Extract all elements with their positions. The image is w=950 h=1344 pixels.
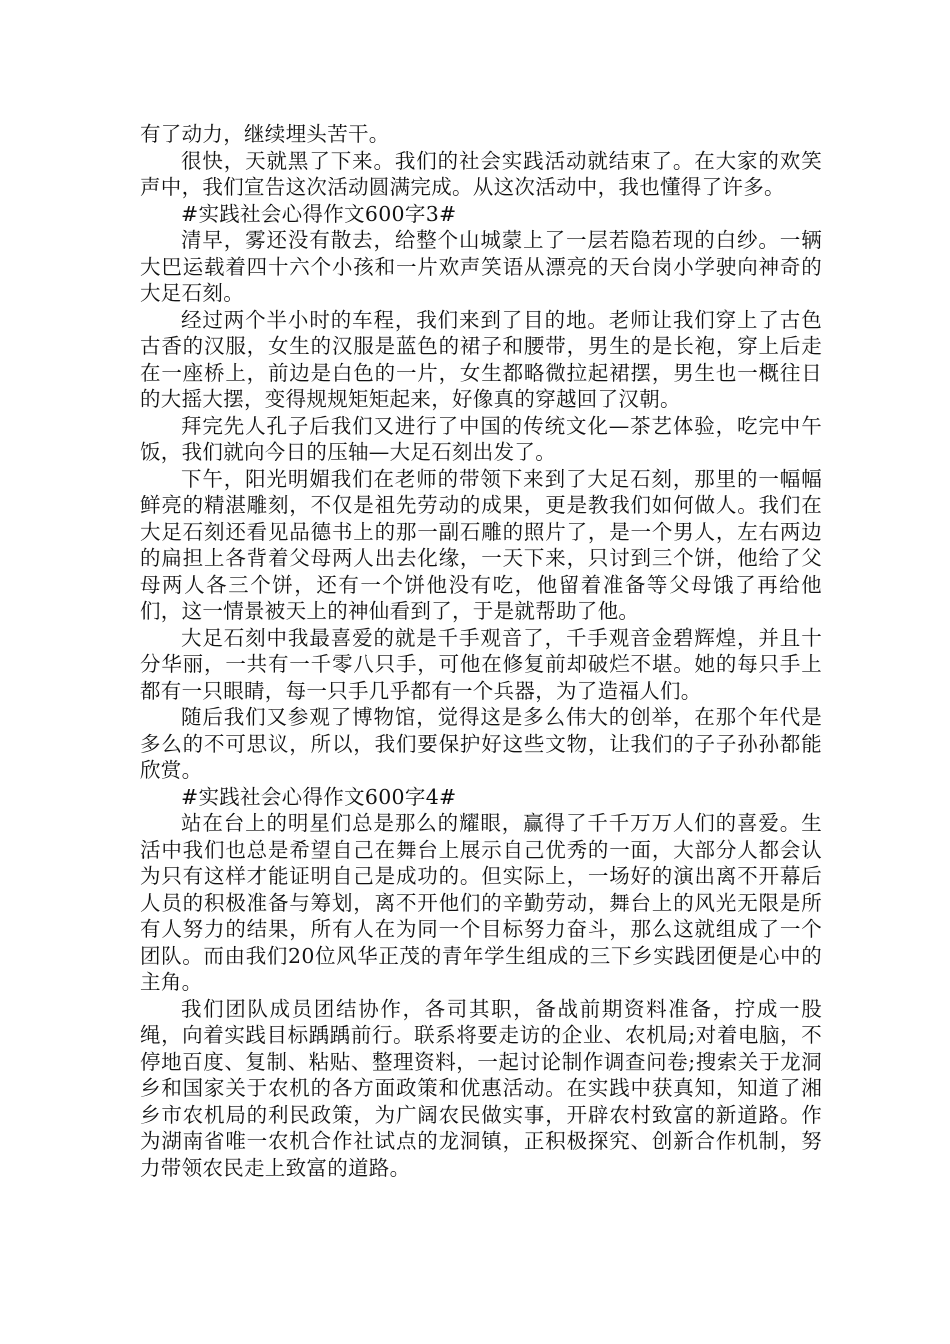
section-heading-3: #实践社会心得作文600字3# <box>181 201 457 226</box>
paragraph: 清早，雾还没有散去，给整个山城蒙上了一层若隐若现的白纱。一辆大巴运载着四十六个小孩和一片欢声笑语从漂亮的天台岗小学驶向神奇的大足石刻。 <box>140 228 822 305</box>
paragraph: 大足石刻中我最喜爱的就是千手观音了，千手观音金碧辉煌，并且十分华丽，一共有一千零八只手，可他在修复前却破烂不堪。她的每只手上都有一只眼睛，每一只手几乎都有一个兵器，为了造福人们。 <box>140 625 822 703</box>
document-body <box>140 121 822 1181</box>
paragraph: 经过两个半小时的车程，我们来到了目的地。老师让我们穿上了古色古香的汉服，女生的汉服是蓝色的裙子和腰带，男生的是长袍，穿上后走在一座桥上，前边是白色的一片，女生都略微拉起裙摆，男生也一概往日的大摇大摆，变得规规矩矩起来，好像真的穿越回了汉朝。 <box>140 307 822 411</box>
paragraph: 随后我们又参观了博物馆，觉得这是多么伟大的创举，在那个年代是多么的不可思议，所以，我们要保护好这些文物，让我们的子子孙孙都能欣赏。 <box>140 705 822 782</box>
paragraph: 站在台上的明星们总是那么的耀眼，赢得了千千万万人们的喜爱。生活中我们也总是希望自己在舞台上展示自己优秀的一面，大部分人都会认为只有这样才能证明自己是成功的。但实际上，一场好的演出离不开幕后人员的积极准备与筹划，离不开他们的辛勤劳动，舞台上的风光无限是所有人努力的结果，所有人在为同一个目标努力奋斗，那么这就组成了一个团队。而由我们20位风华正茂的青年学生组成的三下乡实践团便是心中的主角。 <box>140 811 822 994</box>
paragraph: 我们团队成员团结协作，各司其职，备战前期资料准备，拧成一股绳，向着实践目标踽踽前行。联系将要走访的企业、农机局;对着电脑，不停地百度、复制、粘贴、整理资料，一起讨论制作调查问卷;搜索关于龙洞乡和国家关于农机的各方面政策和优惠活动。在实践中获真知，知道了湘乡市农机局的利民政策，为广阔农民做实事，开辟农村致富的新道路。作为湖南省唯一农机合作社试点的龙洞镇，正积极探究、创新合作机制，努力带领农民走上致富的道路。 <box>140 996 822 1180</box>
section-heading-4: #实践社会心得作文600字4# <box>181 784 457 809</box>
paragraph: 很快，天就黑了下来。我们的社会实践活动就结束了。在大家的欢笑声中，我们宣告这次活动圆满完成。从这次活动中，我也懂得了许多。 <box>140 148 822 199</box>
paragraph-continuation: 有了动力，继续埋头苦干。 <box>140 122 390 146</box>
paragraph: 下午，阳光明媚我们在老师的带领下来到了大足石刻，那里的一幅幅鲜亮的精湛雕刻，不仅是祖先劳动的成果，更是教我们如何做人。我们在大足石刻还看见品德书上的那一副石雕的照片了，是一个男人，左右两边的扁担上各背着父母两人出去化缘，一天下来，只讨到三个饼，他给了父母两人各三个饼，还有一个饼他没有吃，他留着准备等父母饿了再给他们，这一情景被天上的神仙看到了，于是就帮助了他。 <box>140 466 822 623</box>
paragraph: 拜完先人孔子后我们又进行了中国的传统文化—茶艺体验，吃完中午饭，我们就向今日的压轴—大足石刻出发了。 <box>140 413 822 464</box>
